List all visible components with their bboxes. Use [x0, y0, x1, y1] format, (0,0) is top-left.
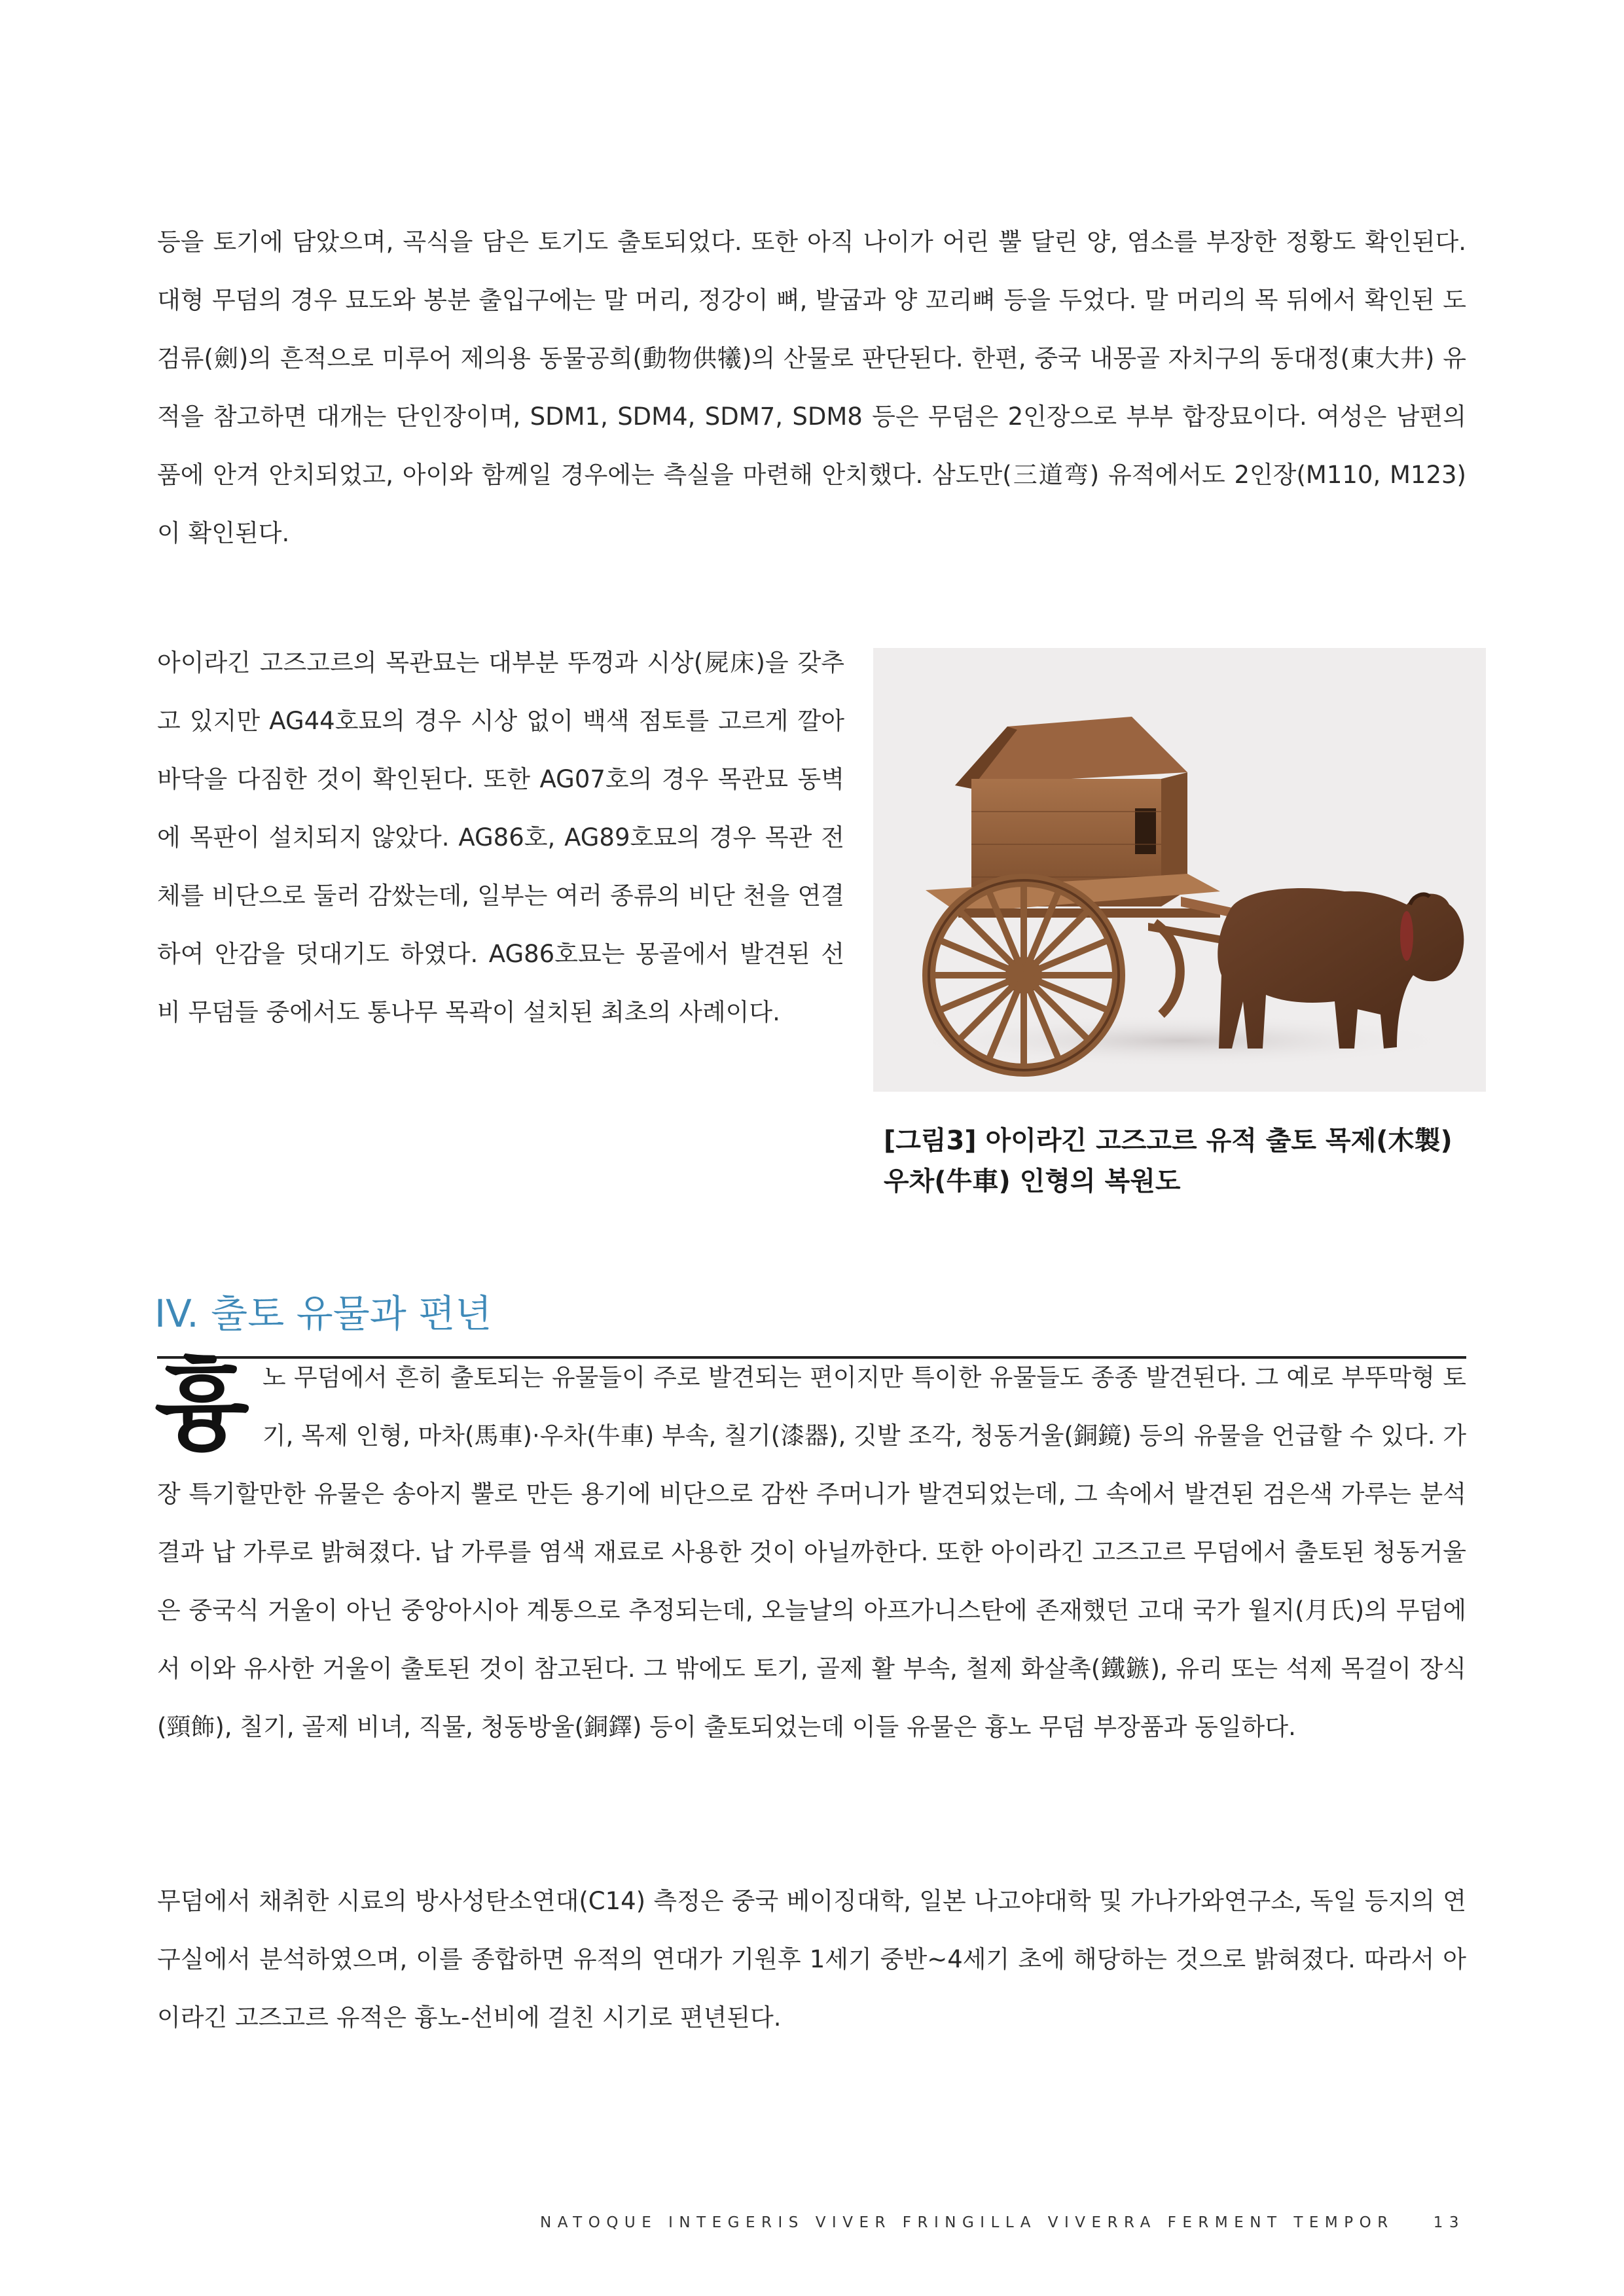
body-paragraph-1: 등을 토기에 담았으며, 곡식을 담은 토기도 출토되었다. 또한 아직 나이가 어린 뿔 달린 양, 염소를 부장한 정황도 확인된다. 대형 무덤의 경우 묘도와 봉분 출입구에는 말 머리, 정강이 뼈, 발굽과 양 꼬리뼈 등을 두었다. 말 머리의 목 뒤에서 확인된 도검류(劍)의 흔적으로 미루어 제의용 동물공희(動物供犧)의 산물로 판단된다. 한편, 중국 내몽골 자치구의 동대정(東大井) 유적을 참고하면 대개는 단인장이며, SDM1, SDM4, SDM7, SDM8 등은 무덤은 2인장으로 부부 합장묘이다. 여성은 남편의 품에 안겨 안치되었고, 아이와 함께일 경우에는 측실을 마련해 안치했다. 삼도만(三道弯) 유적에서도 2인장(M110, M123)이 확인된다. [157, 228, 1466, 547]
page-number: 13 [1433, 2214, 1465, 2231]
body-paragraph-2: 아이라긴 고즈고르의 목관묘는 대부분 뚜껑과 시상(屍床)을 갖추고 있지만 AG44호묘의 경우 시상 없이 백색 점토를 고르게 깔아 바닥을 다짐한 것이 확인된다. 또한 AG07호의 경우 목관묘 동벽에 목판이 설치되지 않았다. AG86호, AG89호묘의 경우 목관 전체를 비단으로 둘러 감쌌는데, 일부는 여러 종류의 비단 천을 연결하여 안감을 덧대기도 하였다. AG86호묘는 몽골에서 발견된 선비 무덤들 중에서도 통나무 목곽이 설치된 최초의 사례이다. [157, 649, 844, 1026]
ox-cart-illustration [873, 648, 1486, 1092]
body-paragraph-5: 무덤에서 채취한 시료의 방사성탄소연대(C14) 측정은 중국 베이징대학, 일본 나고야대학 및 가나가와연구소, 독일 등지의 연구실에서 분석하였으며, 이를 종합하면 유적의 연대가 기원후 1세기 중반~4세기 초에 해당하는 것으로 밝혀졌다. 따라서 아이라긴 고즈고르 유적은 흉노-선비에 걸친 시기로 편년된다. [157, 1887, 1466, 2032]
body-paragraph-4-text: 노 무덤에서 흔히 출토되는 유물들이 주로 발견되는 편이지만 특이한 유물들도 종종 발견된다. 그 예로 부뚜막형 토기, 목제 인형, 마차(馬車)·우차(牛車) 부속, 칠기(漆器), 깃발 조각, 청동거울(銅鏡) 등의 유물을 언급할 수 있다. 가장 특기할만한 유물은 송아지 뿔로 만든 용기에 비단으로 감싼 주머니가 발견되었는데, 그 속에서 발견된 검은색 가루는 분석결과 납 가루로 밝혀졌다. 납 가루를 염색 재료로 사용한 것이 아닐까한다. 또한 아이라긴 고즈고르 무덤에서 출토된 청동거울은 중국식 거울이 아닌 중앙아시아 계통으로 추정되는데, 오늘날의 아프가니스탄에 존재했던 고대 국가 월지(月氏)의 무덤에서 이와 유사한 거울이 출토된 것이 참고된다. 그 밖에도 토기, 골제 활 부속, 철제 화살촉(鐵鏃), 유리 또는 석제 목걸이 장식(頸飾), 칠기, 골제 비녀, 직물, 청동방울(銅鐸) 등이 출토되었는데 이들 유물은 흉노 무덤 부장품과 동일하다. [157, 1363, 1466, 1741]
body-paragraph-4 [154, 1348, 1466, 1756]
section-heading: IV. 출토 유물과 편년 [154, 1291, 492, 1336]
figure-caption: [그림3] 아이라긴 고즈고르 유적 출토 목제(木製) 우차(牛車) 인형의 복원도 [884, 1126, 1453, 1196]
page-footer [497, 2214, 1465, 2231]
drop-cap: 흉 [154, 1348, 249, 1463]
running-title: NATOQUE INTEGERIS VIVER FRINGILLA VIVERRA FERMENT TEMPOR [540, 2214, 1394, 2231]
figure-ox-cart-photo [873, 648, 1486, 1092]
